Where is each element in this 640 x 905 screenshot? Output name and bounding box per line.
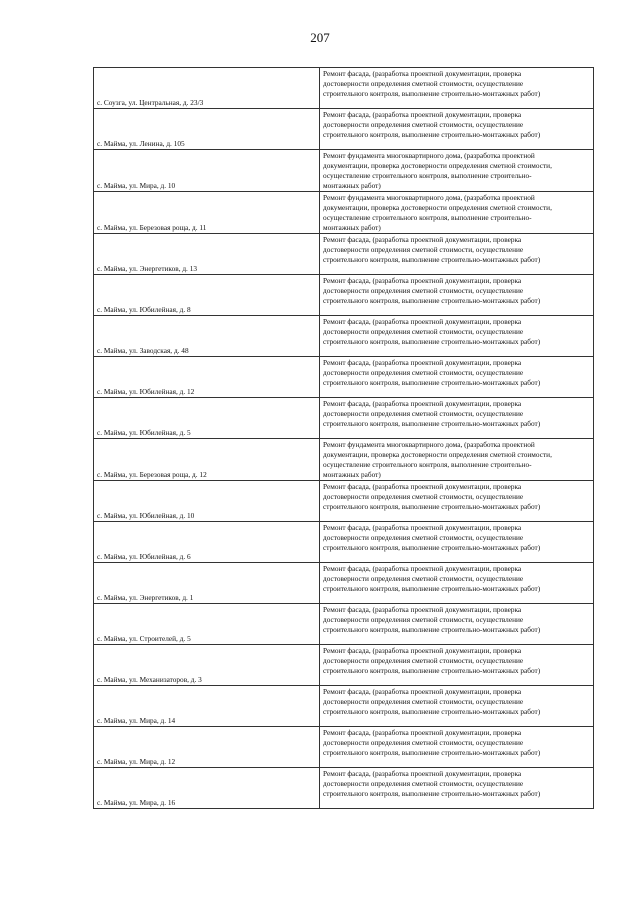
work-description-line: строительного контроля, выполнение строительно-монтажных работ) [323, 502, 541, 511]
table-row [94, 398, 594, 439]
address-cell: с. Майма, ул. Энергетиков, д. 13 [94, 234, 320, 275]
address-cell: с. Майма, ул. Березовая роща, д. 12 [94, 439, 320, 481]
work-description-line: строительного контроля, выполнение строительно-монтажных работ) [323, 748, 541, 757]
work-description-line: достоверности определения сметной стоимости, осуществление [323, 368, 524, 377]
work-description-line: осуществление строительного контроля, выполнение строительно- [323, 213, 532, 222]
work-description-line: документации, проверка достоверности определения сметной стоимости, [323, 203, 552, 212]
work-description-cell [320, 481, 594, 522]
work-description-cell [320, 357, 594, 398]
table-row [94, 150, 594, 192]
table-row [94, 316, 594, 357]
table-row [94, 109, 594, 150]
work-description-line: достоверности определения сметной стоимости, осуществление [323, 615, 524, 624]
work-description-cell [320, 727, 594, 768]
work-description-line: достоверности определения сметной стоимости, осуществление [323, 120, 524, 129]
work-description-line: строительного контроля, выполнение строительно-монтажных работ) [323, 130, 541, 139]
address-cell: с. Майма, ул. Мира, д. 12 [94, 727, 320, 768]
work-description-line: Ремонт фасада, (разработка проектной документации, проверка [323, 646, 522, 655]
work-description-cell [320, 316, 594, 357]
work-description-line: строительного контроля, выполнение строительно-монтажных работ) [323, 789, 541, 798]
work-description-line: документации, проверка достоверности определения сметной стоимости, [323, 450, 552, 459]
table-row [94, 481, 594, 522]
work-description-line: достоверности определения сметной стоимости, осуществление [323, 738, 524, 747]
work-description-line: Ремонт фасада, (разработка проектной документации, проверка [323, 769, 522, 778]
work-description-line: Ремонт фундамента многоквартирного дома, (разработка проектной [323, 193, 535, 202]
work-description-line: Ремонт фасада, (разработка проектной документации, проверка [323, 564, 522, 573]
work-description-line: Ремонт фундамента многоквартирного дома, (разработка проектной [323, 151, 535, 160]
work-description-line: строительного контроля, выполнение строительно-монтажных работ) [323, 707, 541, 716]
address-cell: с. Соузга, ул. Центральная, д. 23/3 [94, 68, 320, 109]
table-row [94, 727, 594, 768]
work-description-line: достоверности определения сметной стоимости, осуществление [323, 492, 524, 501]
table-row [94, 686, 594, 727]
work-description-line: строительного контроля, выполнение строительно-монтажных работ) [323, 255, 541, 264]
work-description-line: достоверности определения сметной стоимости, осуществление [323, 409, 524, 418]
work-description-line: документации, проверка достоверности определения сметной стоимости, [323, 161, 552, 170]
work-description-cell [320, 768, 594, 809]
table-row [94, 563, 594, 604]
address-cell: с. Майма, ул. Ленина, д. 105 [94, 109, 320, 150]
work-description-line: осуществление строительного контроля, выполнение строительно- [323, 460, 532, 469]
address-cell: с. Майма, ул. Юбилейная, д. 10 [94, 481, 320, 522]
work-description-line: Ремонт фасада, (разработка проектной документации, проверка [323, 687, 522, 696]
work-description-line: достоверности определения сметной стоимости, осуществление [323, 779, 524, 788]
table-row [94, 439, 594, 481]
work-description-line: Ремонт фасада, (разработка проектной документации, проверка [323, 482, 522, 491]
works-table [93, 67, 594, 809]
table-row [94, 357, 594, 398]
address-cell: с. Майма, ул. Энергетиков, д. 1 [94, 563, 320, 604]
address-cell: с. Майма, ул. Мира, д. 14 [94, 686, 320, 727]
work-description-line: Ремонт фасада, (разработка проектной документации, проверка [323, 110, 522, 119]
work-description-line: достоверности определения сметной стоимости, осуществление [323, 574, 524, 583]
work-description-cell [320, 439, 594, 481]
address-cell: с. Майма, ул. Строителей, д. 5 [94, 604, 320, 645]
work-description-cell [320, 275, 594, 316]
table-row [94, 192, 594, 234]
work-description-line: Ремонт фасада, (разработка проектной документации, проверка [323, 399, 522, 408]
work-description-cell [320, 522, 594, 563]
address-cell: с. Майма, ул. Заводская, д. 48 [94, 316, 320, 357]
address-cell: с. Майма, ул. Юбилейная, д. 6 [94, 522, 320, 563]
address-cell: с. Майма, ул. Юбилейная, д. 8 [94, 275, 320, 316]
work-description-line: Ремонт фасада, (разработка проектной документации, проверка [323, 358, 522, 367]
work-description-line: Ремонт фасада, (разработка проектной документации, проверка [323, 605, 522, 614]
work-description-cell [320, 563, 594, 604]
address-cell: с. Майма, ул. Механизаторов, д. 3 [94, 645, 320, 686]
work-description-line: монтажных работ) [323, 470, 381, 479]
table-row [94, 604, 594, 645]
work-description-line: строительного контроля, выполнение строительно-монтажных работ) [323, 666, 541, 675]
work-description-line: строительного контроля, выполнение строительно-монтажных работ) [323, 378, 541, 387]
work-description-cell [320, 192, 594, 234]
work-description-line: строительного контроля, выполнение строительно-монтажных работ) [323, 89, 541, 98]
work-description-line: Ремонт фасада, (разработка проектной документации, проверка [323, 317, 522, 326]
work-description-line: Ремонт фасада, (разработка проектной документации, проверка [323, 235, 522, 244]
work-description-line: строительного контроля, выполнение строительно-монтажных работ) [323, 419, 541, 428]
address-cell: с. Майма, ул. Березовая роща, д. 11 [94, 192, 320, 234]
address-cell: с. Майма, ул. Мира, д. 16 [94, 768, 320, 809]
work-description-line: Ремонт фасада, (разработка проектной документации, проверка [323, 523, 522, 532]
work-description-cell [320, 109, 594, 150]
work-description-cell [320, 645, 594, 686]
work-description-line: достоверности определения сметной стоимости, осуществление [323, 286, 524, 295]
work-description-line: строительного контроля, выполнение строительно-монтажных работ) [323, 584, 541, 593]
work-description-line: Ремонт фундамента многоквартирного дома, (разработка проектной [323, 440, 535, 449]
table-row [94, 522, 594, 563]
table-row [94, 275, 594, 316]
work-description-line: достоверности определения сметной стоимости, осуществление [323, 697, 524, 706]
address-cell: с. Майма, ул. Юбилейная, д. 5 [94, 398, 320, 439]
work-description-cell [320, 686, 594, 727]
work-description-line: монтажных работ) [323, 181, 381, 190]
address-cell: с. Майма, ул. Мира, д. 10 [94, 150, 320, 192]
address-cell: с. Майма, ул. Юбилейная, д. 12 [94, 357, 320, 398]
work-description-line: монтажных работ) [323, 223, 381, 232]
work-description-cell [320, 398, 594, 439]
work-description-line: достоверности определения сметной стоимости, осуществление [323, 79, 524, 88]
work-description-line: строительного контроля, выполнение строительно-монтажных работ) [323, 625, 541, 634]
work-description-cell [320, 234, 594, 275]
work-description-line: строительного контроля, выполнение строительно-монтажных работ) [323, 296, 541, 305]
work-description-cell [320, 68, 594, 109]
work-description-line: строительного контроля, выполнение строительно-монтажных работ) [323, 543, 541, 552]
work-description-line: достоверности определения сметной стоимости, осуществление [323, 327, 524, 336]
work-description-line: Ремонт фасада, (разработка проектной документации, проверка [323, 69, 522, 78]
table-row [94, 68, 594, 109]
works-table-body [94, 68, 594, 809]
table-row [94, 234, 594, 275]
table-row [94, 768, 594, 809]
work-description-line: достоверности определения сметной стоимости, осуществление [323, 656, 524, 665]
table-row [94, 645, 594, 686]
work-description-line: осуществление строительного контроля, выполнение строительно- [323, 171, 532, 180]
page-number: 207 [310, 30, 330, 45]
work-description-line: строительного контроля, выполнение строительно-монтажных работ) [323, 337, 541, 346]
work-description-line: Ремонт фасада, (разработка проектной документации, проверка [323, 276, 522, 285]
work-description-line: достоверности определения сметной стоимости, осуществление [323, 245, 524, 254]
work-description-line: Ремонт фасада, (разработка проектной документации, проверка [323, 728, 522, 737]
work-description-cell [320, 604, 594, 645]
work-description-line: достоверности определения сметной стоимости, осуществление [323, 533, 524, 542]
work-description-cell [320, 150, 594, 192]
